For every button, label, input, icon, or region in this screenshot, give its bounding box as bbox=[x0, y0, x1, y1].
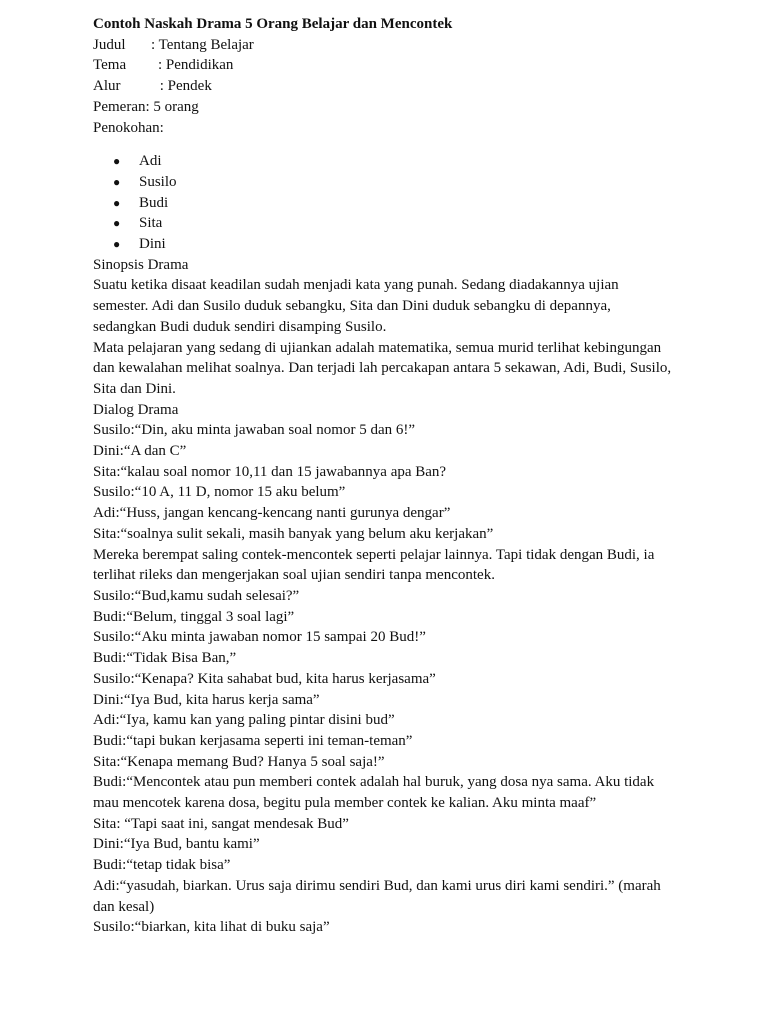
dialog-line: Budi:“Mencontek atau pun memberi contek adalah hal buruk, yang dosa nya sama. Aku tidak mau mencotek karena dosa, begitu pula member contek ke kalian. Aku minta maaf” bbox=[93, 774, 655, 812]
list-item bbox=[93, 234, 673, 255]
bullet-icon: ● bbox=[113, 237, 121, 252]
dialog-line: Budi:“Belum, tinggal 3 soal lagi” bbox=[93, 608, 295, 625]
meta-label-alur: Alur bbox=[93, 78, 121, 95]
bullet-icon: ● bbox=[113, 195, 121, 210]
dialog-line: Susilo:“Kenapa? Kita sahabat bud, kita harus kerjasama” bbox=[93, 670, 436, 687]
list-item bbox=[93, 213, 673, 234]
dialog-line: Sita: “Tapi saat ini, sangat mendesak Bud” bbox=[93, 815, 349, 832]
meta-judul bbox=[93, 35, 673, 56]
dialog-line: Budi:“tetap tidak bisa” bbox=[93, 857, 231, 874]
character-name: Susilo bbox=[139, 173, 177, 190]
dialog-line: Dini:“A dan C” bbox=[93, 443, 187, 460]
meta-label-tema: Tema bbox=[93, 57, 127, 74]
dialog-line: Susilo:“10 A, 11 D, nomor 15 aku belum” bbox=[93, 484, 346, 501]
dialog-line: Adi:“Huss, jangan kencang-kencang nanti gurunya dengar” bbox=[93, 505, 451, 522]
bullet-icon: ● bbox=[113, 216, 121, 231]
penokohan-label: Penokohan: bbox=[93, 119, 164, 136]
character-list bbox=[93, 151, 673, 255]
dialog-line: Susilo:“Din, aku minta jawaban soal nomor 5 dan 6!” bbox=[93, 422, 416, 439]
meta-value-tema: : Pendidikan bbox=[158, 57, 234, 74]
dialog-line: Susilo:“Bud,kamu sudah selesai?” bbox=[93, 587, 300, 604]
dialog-line: Sita:“kalau soal nomor 10,11 dan 15 jawabannya apa Ban? bbox=[93, 463, 447, 480]
list-item bbox=[93, 151, 673, 172]
sinopsis-paragraph-2: Mata pelajaran yang sedang di ujiankan adalah matematika, semua murid terlihat kebingungan dan kewalahan melihat soalnya. Dan terjadi lah percakapan antara 5 sekawan, Adi, Budi, Susilo, Sita dan Dini. bbox=[93, 339, 672, 397]
bullet-icon: ● bbox=[113, 154, 121, 169]
narration-paragraph: Mereka berempat saling contek-mencontek seperti pelajar lainnya. Tapi tidak dengan Budi, ia terlihat rileks dan mengerjakan soal ujian sendiri tanpa mencontek. bbox=[93, 546, 655, 584]
dialog-line: Sita:“soalnya sulit sekali, masih banyak yang belum aku kerjakan” bbox=[93, 525, 494, 542]
dialog-line: Dini:“Iya Bud, bantu kami” bbox=[93, 836, 260, 853]
list-item bbox=[93, 193, 673, 214]
meta-value-alur: : Pendek bbox=[156, 78, 212, 95]
dialog-line: Dini:“Iya Bud, kita harus kerja sama” bbox=[93, 691, 320, 708]
sinopsis-paragraph-1: Suatu ketika disaat keadilan sudah menjadi kata yang punah. Sedang diadakannya ujian semester. Adi dan Susilo duduk sebangku, Sita dan Dini duduk sebangku di depannya, sedangkan Budi duduk sendiri disamping Susilo. bbox=[93, 277, 619, 335]
meta-alur bbox=[93, 76, 673, 97]
character-name: Budi bbox=[139, 194, 169, 211]
character-name: Sita bbox=[139, 215, 163, 232]
dialog-heading: Dialog Drama bbox=[93, 401, 179, 418]
meta-value-judul: : Tentang Belajar bbox=[151, 36, 254, 53]
dialog-line: Adi:“Iya, kamu kan yang paling pintar disini bud” bbox=[93, 712, 395, 729]
character-name: Adi bbox=[139, 153, 162, 170]
document-title: Contoh Naskah Drama 5 Orang Belajar dan Mencontek bbox=[93, 16, 453, 32]
document-page bbox=[93, 14, 673, 938]
dialog-line: Sita:“Kenapa memang Bud? Hanya 5 soal saja!” bbox=[93, 753, 385, 770]
sinopsis-heading: Sinopsis Drama bbox=[93, 256, 189, 273]
dialog-line: Budi:“tapi bukan kerjasama seperti ini teman-teman” bbox=[93, 732, 413, 749]
dialog-line: Budi:“Tidak Bisa Ban,” bbox=[93, 650, 237, 667]
character-name: Dini bbox=[139, 236, 166, 253]
dialog-line: Adi:“yasudah, biarkan. Urus saja dirimu sendiri Bud, dan kami urus diri kami sendiri.” (marah dan kesal) bbox=[93, 877, 661, 915]
list-item bbox=[93, 172, 673, 193]
dialog-line: Susilo:“biarkan, kita lihat di buku saja” bbox=[93, 919, 330, 936]
bullet-icon: ● bbox=[113, 174, 121, 189]
dialog-line: Susilo:“Aku minta jawaban nomor 15 sampai 20 Bud!” bbox=[93, 629, 426, 646]
meta-tema bbox=[93, 55, 673, 76]
dialog-list bbox=[93, 420, 673, 938]
meta-label-judul: Judul bbox=[93, 36, 126, 53]
pemeran-line: Pemeran: 5 orang bbox=[93, 98, 199, 115]
